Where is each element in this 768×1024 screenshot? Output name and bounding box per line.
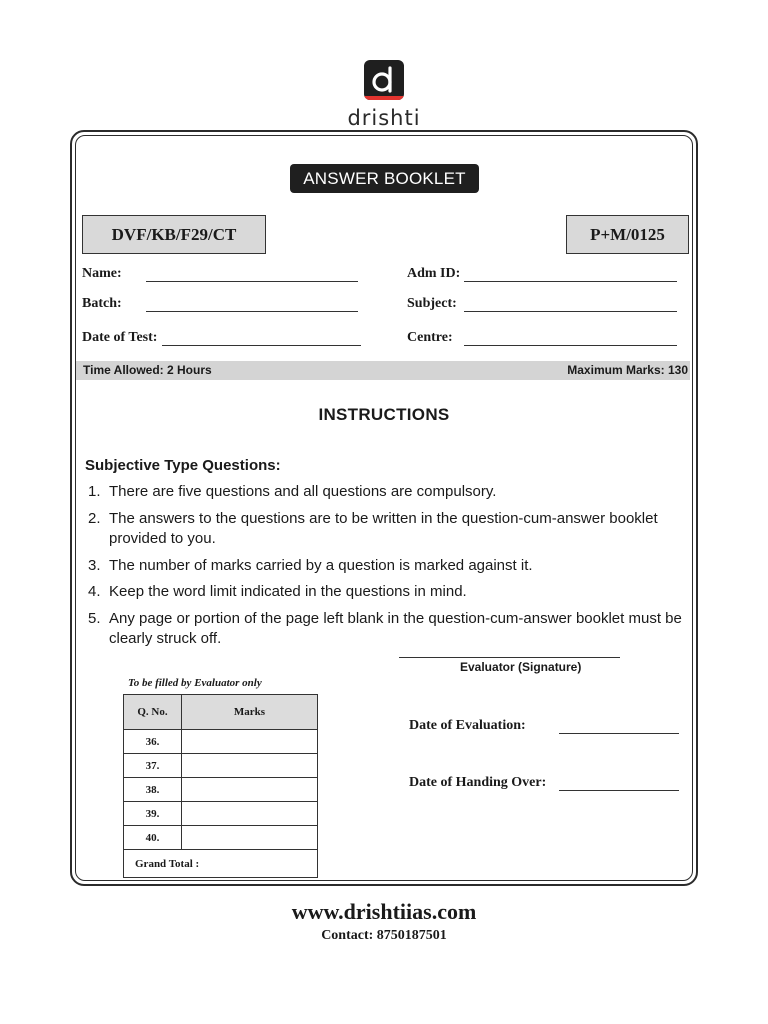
time-allowed: Time Allowed: 2 Hours — [83, 363, 212, 377]
adm-id-field[interactable] — [464, 281, 677, 282]
brand-name: drishti — [347, 106, 421, 130]
question-number: 38. — [124, 778, 182, 802]
instructions-title: INSTRUCTIONS — [318, 405, 450, 424]
marks-header: Marks — [182, 695, 318, 730]
table-row — [124, 754, 318, 778]
list-item — [85, 556, 685, 577]
brand-logo — [0, 60, 768, 130]
grand-total-label: Grand Total : — [124, 850, 318, 878]
table-row — [124, 802, 318, 826]
list-item-text: There are five questions and all questions are compulsory. — [109, 483, 497, 500]
instructions-list — [85, 482, 685, 656]
subject-label: Subject: — [407, 296, 457, 311]
adm-id-label: Adm ID: — [407, 266, 461, 281]
course-code: DVF/KB/F29/CT — [82, 215, 266, 254]
exam-meta-bar — [76, 361, 690, 380]
evaluator-signature-field[interactable] — [399, 657, 620, 658]
booklet-title: ANSWER BOOKLET — [290, 164, 479, 193]
date-of-evaluation-field[interactable] — [559, 733, 679, 734]
list-item-text: Keep the word limit indicated in the questions in mind. — [109, 583, 467, 600]
marks-table — [123, 694, 318, 878]
list-item-text: The answers to the questions are to be written in the question-cum-answer booklet provided to you. — [109, 509, 658, 547]
table-row — [124, 778, 318, 802]
qno-header: Q. No. — [124, 695, 182, 730]
list-item-text: Any page or portion of the page left blank in the question-cum-answer booklet must be clearly struck off. — [109, 609, 682, 647]
list-item-number: 3. — [88, 556, 101, 574]
date-of-evaluation-label: Date of Evaluation: — [409, 718, 526, 733]
subject-field[interactable] — [464, 311, 677, 312]
table-row — [124, 826, 318, 850]
list-item-number: 4. — [88, 583, 101, 600]
date-of-handing-over-label: Date of Handing Over: — [409, 775, 547, 790]
marks-cell[interactable] — [182, 826, 318, 850]
d-letter-logo-icon — [364, 60, 404, 100]
date-of-test-label: Date of Test: — [82, 330, 158, 345]
marks-cell[interactable] — [182, 730, 318, 754]
list-item — [85, 482, 685, 503]
list-item-number: 5. — [88, 609, 101, 627]
centre-field[interactable] — [464, 345, 677, 346]
list-item — [85, 582, 685, 603]
list-item — [85, 509, 685, 550]
question-number: 39. — [124, 802, 182, 826]
list-item-number: 2. — [88, 509, 101, 527]
name-field[interactable] — [146, 281, 358, 282]
paper-code: P+M/0125 — [566, 215, 689, 254]
date-of-test-field[interactable] — [162, 345, 361, 346]
list-item — [85, 609, 685, 650]
list-item-text: The number of marks carried by a question is marked against it. — [109, 556, 533, 574]
website-link[interactable]: www.drishtiias.com — [291, 899, 477, 924]
marks-cell[interactable] — [182, 778, 318, 802]
marks-cell[interactable] — [182, 754, 318, 778]
table-header-row — [124, 695, 318, 730]
name-label: Name: — [82, 266, 122, 281]
question-number: 37. — [124, 754, 182, 778]
contact-number: Contact: 8750187501 — [321, 928, 447, 943]
instructions-subheading: Subjective Type Questions: — [85, 457, 281, 474]
batch-label: Batch: — [82, 296, 122, 311]
question-number: 36. — [124, 730, 182, 754]
list-item-number: 1. — [88, 483, 101, 500]
date-of-handing-over-field[interactable] — [559, 790, 679, 791]
evaluator-note: To be filled by Evaluator only — [128, 677, 262, 689]
question-number: 40. — [124, 826, 182, 850]
grand-total-row — [124, 850, 318, 878]
table-row — [124, 730, 318, 754]
evaluator-signature-label: Evaluator (Signature) — [460, 660, 582, 674]
maximum-marks: Maximum Marks: 130 — [567, 363, 688, 377]
centre-label: Centre: — [407, 330, 453, 345]
marks-cell[interactable] — [182, 802, 318, 826]
batch-field[interactable] — [146, 311, 358, 312]
